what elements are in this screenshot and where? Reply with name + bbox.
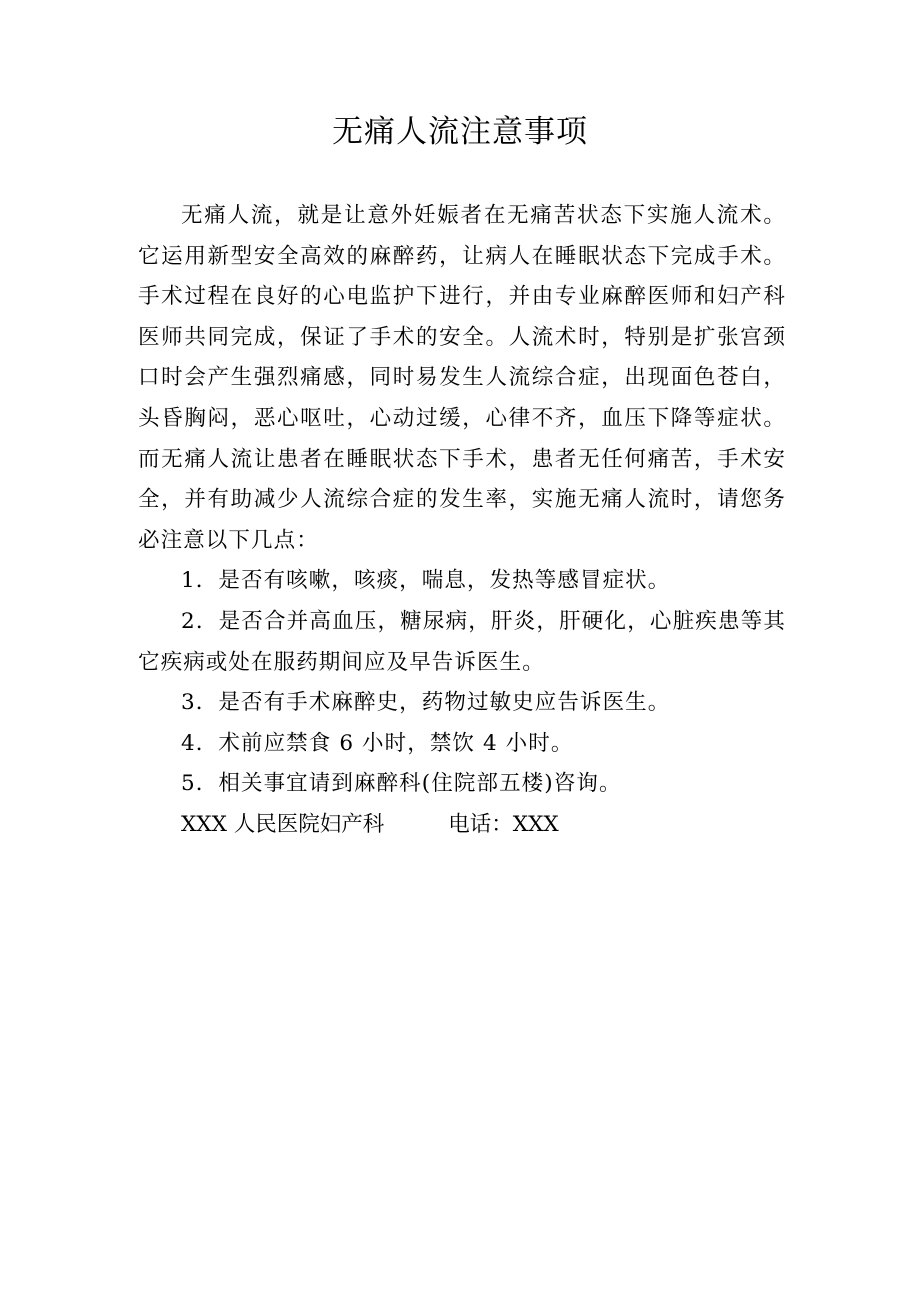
footer-phone: 电话：XXX xyxy=(448,811,559,837)
footer-line xyxy=(138,805,786,846)
list-item-5: 5．相关事宜请到麻醉科(住院部五楼)咨询。 xyxy=(181,771,622,797)
intro-paragraph: 无痛人流，就是让意外妊娠者在无痛苦状态下实施人流术。它运用新型安全高效的麻醉药，让病人在睡眠状态下完成手术。手术过程在良好的心电监护下进行，并由专业麻醉医师和妇产科医师共同完成，保证了手术的安全。人流术时，特别是扩张宫颈口时会产生强烈痛感，同时易发生人流综合症，出现面色苍白，头昏胸闷，恶心呕吐，心动过缓，心律不齐，血压下降等症状。而无痛人流让患者在睡眠状态下手术，患者无任何痛苦，手术安全，并有助减少人流综合症的发生率，实施无痛人流时，请您务必注意以下几点： xyxy=(138,203,786,553)
document-body xyxy=(138,196,786,846)
list-item-1: 1．是否有咳嗽，咳痰，喘息，发热等感冒症状。 xyxy=(181,568,671,594)
footer-department: XXX 人民医院妇产科 xyxy=(181,811,385,837)
document-title: 无痛人流注意事项 xyxy=(332,114,588,150)
list-item-4: 4．术前应禁食 6 小时，禁饮 4 小时。 xyxy=(181,730,574,756)
list-item-2: 2．是否合并高血压，糖尿病，肝炎，肝硬化，心脏疾患等其它疾病或处在服药期间应及早告诉医生。 xyxy=(138,608,786,675)
list-item-3: 3．是否有手术麻醉史，药物过敏史应告诉医生。 xyxy=(181,690,671,716)
